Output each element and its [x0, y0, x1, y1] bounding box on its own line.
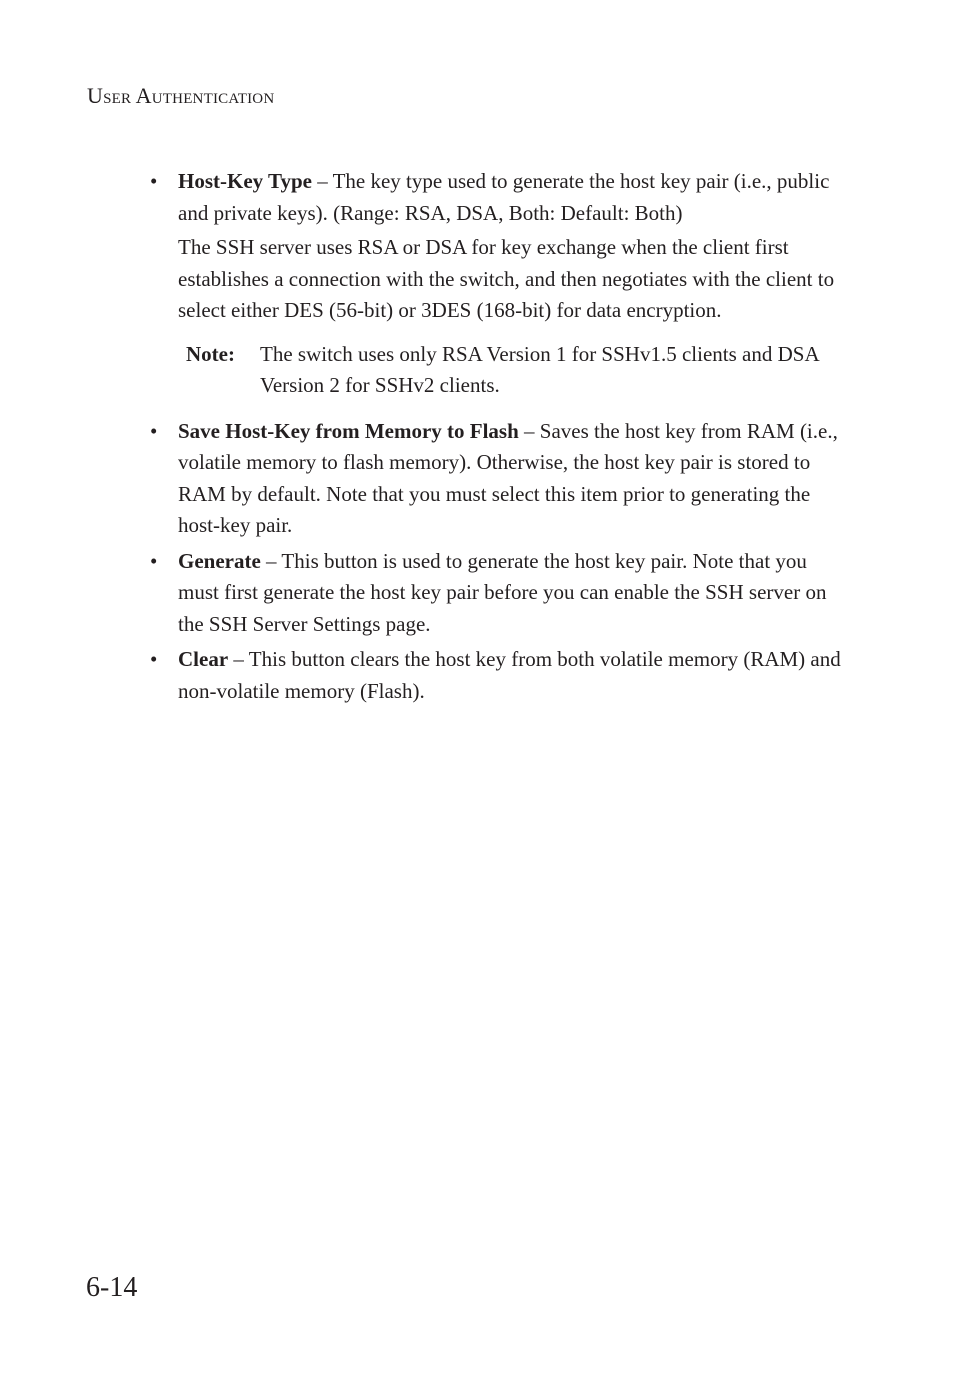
term-label: Save Host-Key from Memory to Flash	[178, 418, 519, 443]
bullet-icon: •	[150, 647, 158, 671]
body-paragraph: The SSH server uses RSA or DSA for key exchange when the client first establishes a connection with the switch, and then negotiates with the client to select either DES (56-bit) or 3DES (168-bit) for data encryption.	[178, 235, 835, 322]
note-block	[150, 339, 850, 402]
page-body	[150, 166, 850, 707]
list-item-text	[178, 166, 850, 229]
list-item-host-key-type	[150, 166, 850, 229]
note-text: The switch uses only RSA Version 1 for SSHv1.5 clients and DSA Version 2 for SSHv2 clients.	[260, 341, 819, 397]
term-description: – This button is used to generate the host key pair. Note that you must first generate the host key pair before you can enable the SSH server on the SSH Server Settings page.	[178, 548, 827, 636]
bullet-icon: •	[150, 418, 158, 443]
term-description: – This button clears the host key from both volatile memory (RAM) and non-volatile memory (Flash).	[178, 647, 841, 703]
term-label: Generate	[178, 548, 261, 573]
note-label: Note:	[186, 341, 235, 366]
bullet-icon: •	[150, 548, 158, 573]
term-description: – The key type used to generate the host key pair (i.e., public and private keys). (Range: RSA, DSA, Both: Default: Both)	[178, 169, 830, 225]
list-item-text	[178, 644, 850, 707]
list-item-clear	[150, 644, 850, 707]
list-item-save-host-key	[150, 416, 850, 542]
page-number: 6-14	[86, 1272, 138, 1303]
term-label: Host-Key Type	[178, 169, 312, 193]
bullet-icon: •	[150, 169, 158, 193]
list-item-generate	[150, 546, 850, 641]
list-item-text	[178, 546, 850, 641]
list-item-text	[178, 416, 850, 542]
term-description: – Saves the host key from RAM (i.e., volatile memory to flash memory). Otherwise, the host key pair is stored to RAM by default. Note that you must select this item prior to generating the host-key pair.	[178, 418, 838, 537]
term-label: Clear	[178, 647, 229, 671]
running-header: User Authentication	[87, 83, 275, 108]
